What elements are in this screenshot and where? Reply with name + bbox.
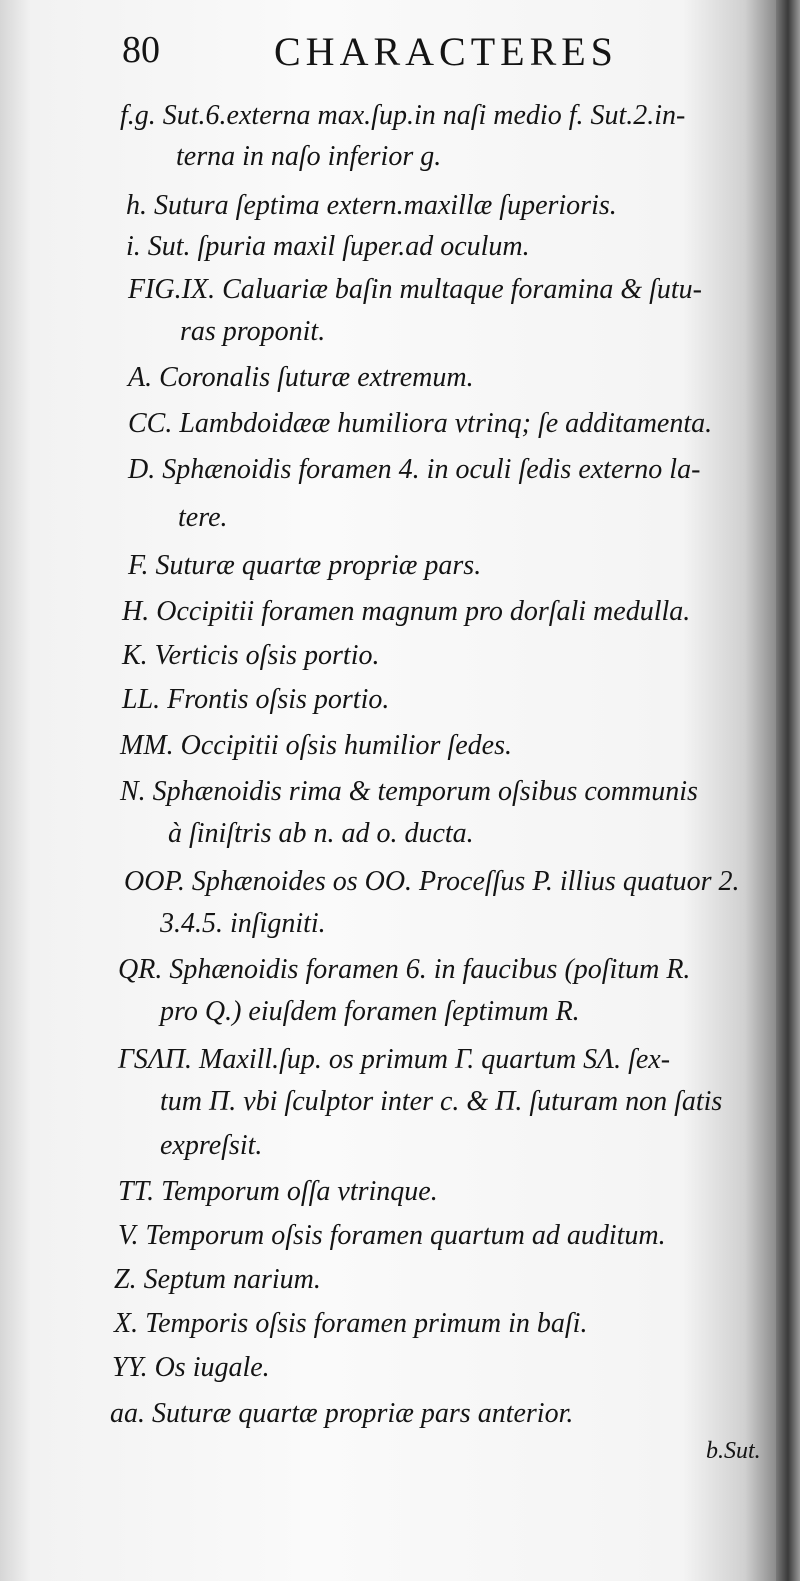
text-line: expreſsit.	[160, 1130, 263, 1161]
text-line: Z. Septum narium.	[114, 1264, 321, 1295]
text-line: tere.	[178, 502, 228, 533]
text-line: YY. Os iugale.	[112, 1352, 270, 1383]
book-spine-edge	[776, 0, 800, 1581]
text-line: ΓSΛΠ. Maxill.ſup. os primum Γ. quartum SΛ. ſex-	[118, 1044, 671, 1075]
text-line: aa. Suturæ quartæ propriæ pars anterior.	[110, 1398, 574, 1429]
text-line: F. Suturæ quartæ propriæ pars.	[128, 550, 482, 581]
text-line: V. Temporum oſsis foramen quartum ad auditum.	[118, 1220, 666, 1251]
text-line: TT. Temporum oſſa vtrinque.	[118, 1176, 438, 1207]
text-line: QR. Sphænoidis foramen 6. in faucibus (poſitum R.	[118, 954, 691, 985]
text-line: 3.4.5. inſigniti.	[160, 908, 326, 939]
text-line: f.g. Sut.6.externa max.ſup.in naſi medio f. Sut.2.in-	[120, 100, 686, 131]
text-line: LL. Frontis oſsis portio.	[122, 684, 390, 715]
text-line: à ſiniſtris ab n. ad o. ducta.	[168, 818, 474, 849]
text-line: N. Sphænoidis rima & temporum oſsibus communis	[120, 776, 698, 807]
text-line: pro Q.) eiuſdem foramen ſeptimum R.	[160, 996, 580, 1027]
text-line: H. Occipitii foramen magnum pro dorſali medulla.	[122, 596, 691, 627]
text-line: MM. Occipitii oſsis humilior ſedes.	[120, 730, 512, 761]
running-title: CHARACTERES	[274, 29, 618, 74]
text-line: h. Sutura ſeptima extern.maxillæ ſuperioris.	[126, 190, 617, 221]
text-line: K. Verticis oſsis portio.	[122, 640, 380, 671]
text-line: OOP. Sphænoides os OO. Proceſſus P. illius quatuor 2.	[124, 866, 740, 897]
page-number: 80	[122, 29, 160, 71]
text-line: tum Π. vbi ſculptor inter c. & Π. ſuturam non ſatis	[160, 1086, 723, 1117]
text-line: CC. Lambdoidææ humiliora vtrinq; ſe additamenta.	[128, 408, 713, 439]
text-line: terna in naſo inferior g.	[176, 141, 442, 172]
text-line: A. Coronalis ſuturæ extremum.	[128, 362, 474, 393]
page-header	[122, 18, 682, 78]
text-line: i. Sut. ſpuria maxil ſuper.ad oculum.	[126, 231, 530, 262]
text-line: D. Sphænoidis foramen 4. in oculi ſedis externo la-	[128, 454, 701, 485]
text-line: ras proponit.	[180, 316, 326, 347]
text-line: X. Temporis oſsis foramen primum in baſi.	[114, 1308, 588, 1339]
catchword: b.Sut.	[706, 1438, 761, 1464]
text-line: FIG.IX. Caluariæ baſin multaque foramina & ſutu-	[128, 274, 702, 305]
